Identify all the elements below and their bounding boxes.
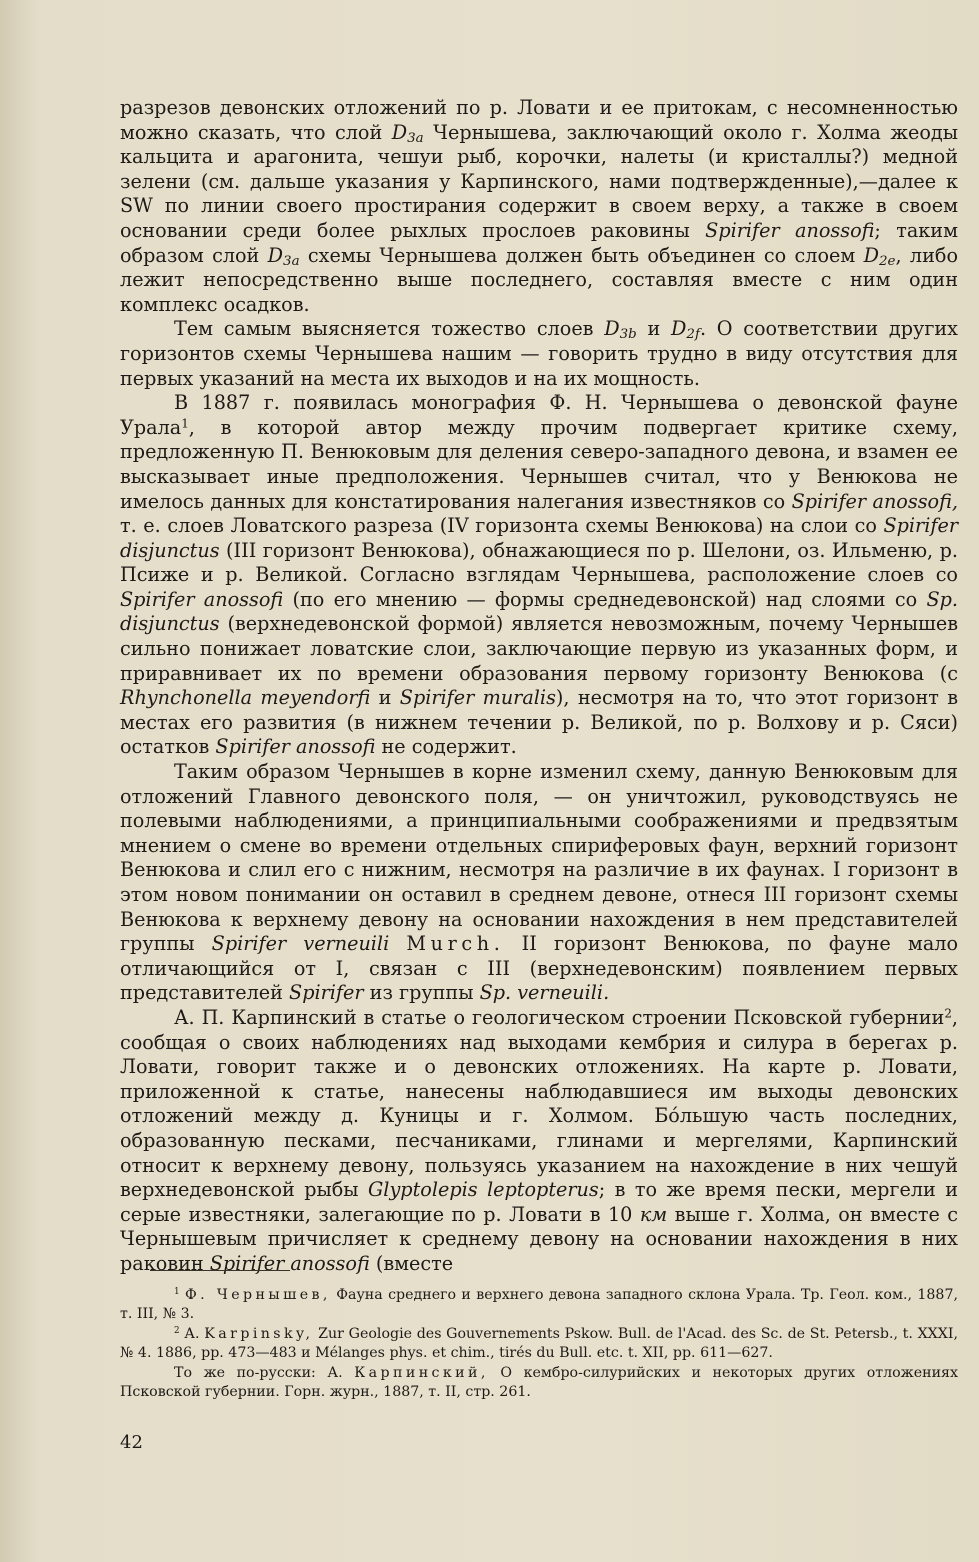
text-run: разрезов девонских отложений по р. Ловати и ее притокам, с несомненностью можно сказать, что слой [120,96,958,144]
paragraph [120,760,958,1006]
footnote-marker: 1 [174,1287,180,1298]
text-run: 3b [619,327,637,343]
text-run: Murch. [406,932,505,956]
text-run: Spirifer muralis [399,686,556,710]
text-run: ; таким образом слой [120,218,958,267]
text-run: Spirifer anossofi, [791,489,958,513]
text-run: D [863,243,879,267]
paragraph [120,317,958,391]
text-run: Karpinsky, [204,1325,314,1342]
text-run: (верхнедевонской формой) является невозможным, почему Чернышев сильно понижает ловатские слои, заключающие первую из указанных форм, и приравнивает их по времени образования первому горизонту Венюкова (с [120,612,958,685]
text-run: , сообщая о своих наблюдениях над выходами кембрия и силура в берегах р. Ловати, говорит также и о девонских отложениях. На карте р. Ловати, приложенной к статье, нанесены наблюдавшиеся им выходы девонских отложений между д. Куницы и г. Холмом. Бо́льшую часть последних, образованную песками, песчаниками, глинами и мергелями, Карпинский относит к верхнему девону, пользуясь указанием на нахождение в них чешуй верхнедевонской рыбы [120,1005,958,1202]
text-run: Spirifer anossofi [705,218,875,242]
footnote-marker: 1 [181,416,189,431]
text-run: Sp. disjunctus [120,587,958,636]
text-run: км [639,1202,668,1226]
text-run: О кембро-силурийских и некоторых других отложениях Псковской губернии. Горн. журн., 1887, т. II, стр. 261. [120,1364,958,1401]
text-run: Spirifer anossofi [120,587,284,611]
text-run: и [636,317,672,341]
footnote-2 [120,1325,958,1364]
footnote-marker: 2 [174,1325,180,1336]
text-run: 2f [686,327,700,343]
text-run: А. [179,1325,205,1342]
text-run: Spirifer verneuili [211,932,390,956]
text-run [389,932,406,955]
footnote-3 [120,1364,958,1403]
text-run: , в которой автор между прочим подвергает критике схему, предложенную П. Венюковым для деления северо-западного девона, и взамен ее высказывает иные предположения. Чернышев считал, что у Венюкова не имелось данных для констатирования налегания известняков со [120,415,958,513]
page-number: 42 [120,1432,143,1453]
text-run: Spirifer anossofi [215,735,376,759]
footnote-marker: 2 [944,1006,952,1021]
text-run: т. е. слоев Ловатского разреза (IV горизонта схемы Венюкова) на слои со [120,514,884,538]
text-run: D [604,317,620,341]
text-run: Фауна среднего и верхнего девона западного склона Урала. Тр. Геол. ком., 1887, т. III, № 3. [120,1287,958,1323]
text-run: . О соответствии других горизонтов схемы Чернышева нашим — говорить трудно в виду отсутствия для первых указаний на места их выходов и на их мощность. [120,317,958,390]
text-run: D [671,317,687,341]
text-run: схемы Чернышева должен быть объединен со слоем [299,243,864,267]
main-text [120,96,958,1277]
text-run: 3a [407,130,424,146]
text-run: Zur Geologie des Gouvernements Pskow. Bull. de l'Acad. des Sc. de St. Petersb., t. XXXI, № 4. 1886, pp. 473—483 и Mélanges phys. et chim., tirés du Bull. etc. t. XII, pp. 611—627. [120,1325,958,1362]
text-run: Spirifer disjunctus [120,514,958,562]
text-run: Glyptolepis leptopterus [367,1178,599,1202]
text-run: Карпинский, [354,1364,489,1381]
text-run: (вместе [369,1251,454,1275]
text-run: А. П. Карпинский в статье о геологическом строении Псковской губернии [174,1005,945,1029]
text-run: , либо лежит непосредственно выше последнего, составляя вместе с ним один комплекс осадков. [120,243,958,316]
text-run: В 1887 г. появилась монография Ф. Н. Чернышева о девонской фауне Урала [120,391,958,439]
text-run: ), несмотря на то, что этот горизонт в местах его развития (в нижнем течении р. Великой, по р. Волхову и р. Сяси) остатков [120,686,958,759]
text-run: и [370,686,400,710]
text-run: Ф. Чернышев, [184,1287,331,1303]
text-run: ; в то же время пески, мергели и серые известняки, залегающие по р. Ловати в 10 [120,1178,959,1226]
text-run: Spirifer [289,981,364,1005]
text-run: выше г. Холма, он вместе с Чернышевым причисляет к среднему девону на основании нахождения в них раковин [120,1202,959,1275]
text-run: Sp. verneuili. [479,981,610,1005]
text-run: из группы [363,981,480,1005]
paragraph [120,1006,958,1277]
footnotes [120,1286,958,1402]
text-run: 2e [879,253,896,269]
text-run: не содержит. [375,735,517,759]
text-run: Spirifer anossofi [209,1251,370,1275]
text-run: Чернышева, заключающий около г. Холма жеоды кальцита и арагонита, чешуи рыб, корочки, налеты (и кристаллы?) медной зелени (см. дальше указания у Карпинского, нами подтвержденные),—далее к SW по линии своего простирания содержит в своем верху, а также в своем основании среди более рыхлых прослоев раковины [120,120,958,242]
text-run: D [267,243,284,267]
text-run: 3a [283,253,300,269]
text-run: (III горизонт Венюкова), обнажающиеся по р. Шелони, оз. Ильменю, р. Псиже и р. Великой. Согласно взглядам Чернышева, расположение слоев со [120,538,958,587]
text-run: II горизонт Венюкова, по фауне мало отличающийся от I, связан с III (верхнедевонским) появлением первых представителей [120,932,959,1005]
text-run: D [391,120,408,144]
paragraph [120,391,958,760]
footnote-rule [150,1270,290,1271]
text-run: Тем самым выясняется тожество слоев [174,317,605,341]
footnote-1 [120,1286,958,1325]
text-run: Rhynchonella meyendorfi [120,686,371,710]
text-run: Таким образом Чернышев в корне изменил схему, данную Венюковым для отложений Главного девонского поля, — он уничтожил, руководствуясь не полевыми наблюдениями, а принципиальными соображениями и предвзятым мнением о смене во времени отдельных спириферовых фаун, верхний горизонт Венюкова и слил его с нижним, несмотря на различие в их фаунах. I горизонт в этом новом понимании он оставил в среднем девоне, отнеся III горизонт схемы Венюкова к верхнему девону на основании нахождения в нем представителей группы [120,760,958,956]
text-run: То же по-русски: А. [174,1364,355,1381]
paragraph [120,96,958,317]
text-run: (по его мнению — формы среднедевонской) над слоями со [283,587,927,611]
